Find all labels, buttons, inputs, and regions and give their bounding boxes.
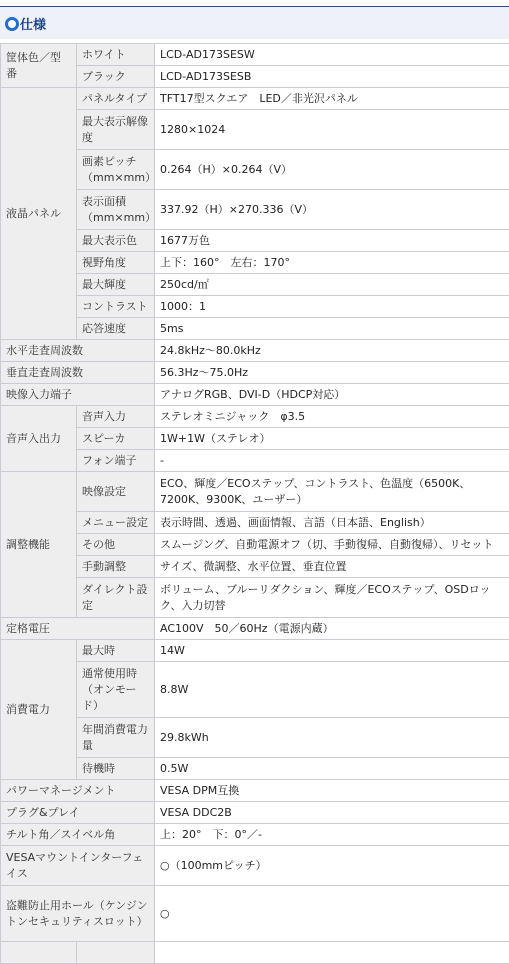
row-label: チルト角／スイベル角 [1, 824, 155, 846]
row-value: サイズ、微調整、水平位置、垂直位置 [155, 556, 509, 578]
section-header [0, 7, 509, 39]
row-label: VESAマウントインターフェイス [1, 846, 155, 886]
table-row [1, 718, 509, 758]
row-label: 水平走査周波数 [1, 340, 155, 362]
row-value: 24.8kHz～80.0kHz [155, 340, 509, 362]
row-group-label: 筐体色／型番 [1, 44, 77, 88]
row-sub-label: その他 [77, 534, 155, 556]
row-value: ○ [155, 886, 509, 942]
table-row [1, 534, 509, 556]
table-row [1, 472, 509, 512]
row-value: VESA DDC2B [155, 802, 509, 824]
row-sub-label: スピーカ [77, 428, 155, 450]
table-row [1, 274, 509, 296]
section-title: 仕様 [20, 14, 46, 33]
row-value: VESA DPM互換 [155, 780, 509, 802]
row-value: ステレオミニジャック φ3.5 [155, 406, 509, 428]
table-row [1, 88, 509, 110]
table-row [1, 802, 509, 824]
row-value: - [155, 450, 509, 472]
row-sub-label: フォン端子 [77, 450, 155, 472]
row-sub-label: 表示面積（mm×mm） [77, 190, 155, 230]
table-row [1, 318, 509, 340]
table-row [1, 340, 509, 362]
row-value: LCD-AD173SESB [155, 66, 509, 88]
row-sub-label [77, 942, 155, 964]
table-row [1, 450, 509, 472]
table-row [1, 824, 509, 846]
row-value: 上下：160° 左右：170° [155, 252, 509, 274]
row-value: 1W+1W（ステレオ） [155, 428, 509, 450]
row-value: 0.264（H）×0.264（V） [155, 150, 509, 190]
row-sub-label: 手動調整 [77, 556, 155, 578]
table-row [1, 362, 509, 384]
row-sub-label: メニュー設定 [77, 512, 155, 534]
row-value: 29.8kWh [155, 718, 509, 758]
row-value: AC100V 50／60Hz（電源内蔵） [155, 618, 509, 640]
row-group-label: 調整機能 [1, 472, 77, 618]
row-value: 表示時間、透過、画面情報、言語（日本語、English） [155, 512, 509, 534]
table-row [1, 384, 509, 406]
table-row [1, 428, 509, 450]
row-value: 1000：1 [155, 296, 509, 318]
row-sub-label: 最大時 [77, 640, 155, 662]
row-value: 上：20° 下：0°／- [155, 824, 509, 846]
row-value: 14W [155, 640, 509, 662]
table-row [1, 662, 509, 718]
row-value: LCD-AD173SESW [155, 44, 509, 66]
table-row [1, 150, 509, 190]
row-value: ○（100mmピッチ） [155, 846, 509, 886]
row-label: 映像入力端子 [1, 384, 155, 406]
row-value: 250cd/㎡ [155, 274, 509, 296]
row-sub-label: 視野角度 [77, 252, 155, 274]
table-row [1, 758, 509, 780]
table-row [1, 886, 509, 942]
row-value: 1280×1024 [155, 110, 509, 150]
row-sub-label: パネルタイプ [77, 88, 155, 110]
row-value: 56.3Hz～75.0Hz [155, 362, 509, 384]
row-value: スムージング、自動電源オフ（切、手動復帰、自動復帰）、リセット [155, 534, 509, 556]
spec-table [0, 43, 509, 964]
table-row [1, 230, 509, 252]
row-value: TFT17型スクエア LED／非光沢パネル [155, 88, 509, 110]
row-value: 0.5W [155, 758, 509, 780]
row-value [155, 942, 509, 964]
table-row [1, 780, 509, 802]
row-group-label: 消費電力 [1, 640, 77, 780]
row-sub-label: ブラック [77, 66, 155, 88]
table-row [1, 296, 509, 318]
row-sub-label: 音声入力 [77, 406, 155, 428]
row-value: 337.92（H）×270.336（V） [155, 190, 509, 230]
row-value: アナログRGB、DVI-D（HDCP対応） [155, 384, 509, 406]
row-sub-label: 画素ピッチ（mm×mm） [77, 150, 155, 190]
row-sub-label: ダイレクト設定 [77, 578, 155, 618]
row-sub-label: 映像設定 [77, 472, 155, 512]
row-sub-label: 最大表示色 [77, 230, 155, 252]
table-row [1, 190, 509, 230]
row-group-label: 音声入出力 [1, 406, 77, 472]
row-label: 垂直走査周波数 [1, 362, 155, 384]
row-sub-label: ホワイト [77, 44, 155, 66]
table-row [1, 406, 509, 428]
table-row [1, 110, 509, 150]
row-sub-label: 最大輝度 [77, 274, 155, 296]
row-label: 定格電圧 [1, 618, 155, 640]
row-value: ECO、輝度／ECOステップ、コントラスト、色温度（6500K、7200K、9300K、ユーザー） [155, 472, 509, 512]
row-value: 8.8W [155, 662, 509, 718]
row-label: パワーマネージメント [1, 780, 155, 802]
table-row [1, 640, 509, 662]
row-sub-label: コントラスト [77, 296, 155, 318]
row-value: 1677万色 [155, 230, 509, 252]
row-sub-label: 通常使用時（オンモード） [77, 662, 155, 718]
row-sub-label: 最大表示解像度 [77, 110, 155, 150]
row-sub-label: 待機時 [77, 758, 155, 780]
row-group-label: 液晶パネル [1, 88, 77, 340]
table-row [1, 66, 509, 88]
table-row [1, 846, 509, 886]
table-row [1, 252, 509, 274]
row-sub-label: 応答速度 [77, 318, 155, 340]
circle-bullet-icon [5, 17, 19, 31]
table-row [1, 512, 509, 534]
row-label: プラグ&プレイ [1, 802, 155, 824]
table-row [1, 618, 509, 640]
row-value: ボリューム、ブルーリダクション、輝度／ECOステップ、OSDロック、入力切替 [155, 578, 509, 618]
table-row [1, 942, 509, 964]
table-row [1, 556, 509, 578]
row-label: 盗難防止用ホール（ケンジントンセキュリティスロット） [1, 886, 155, 942]
table-row [1, 44, 509, 66]
row-label [1, 942, 77, 964]
table-row [1, 578, 509, 618]
row-sub-label: 年間消費電力量 [77, 718, 155, 758]
row-value: 5ms [155, 318, 509, 340]
